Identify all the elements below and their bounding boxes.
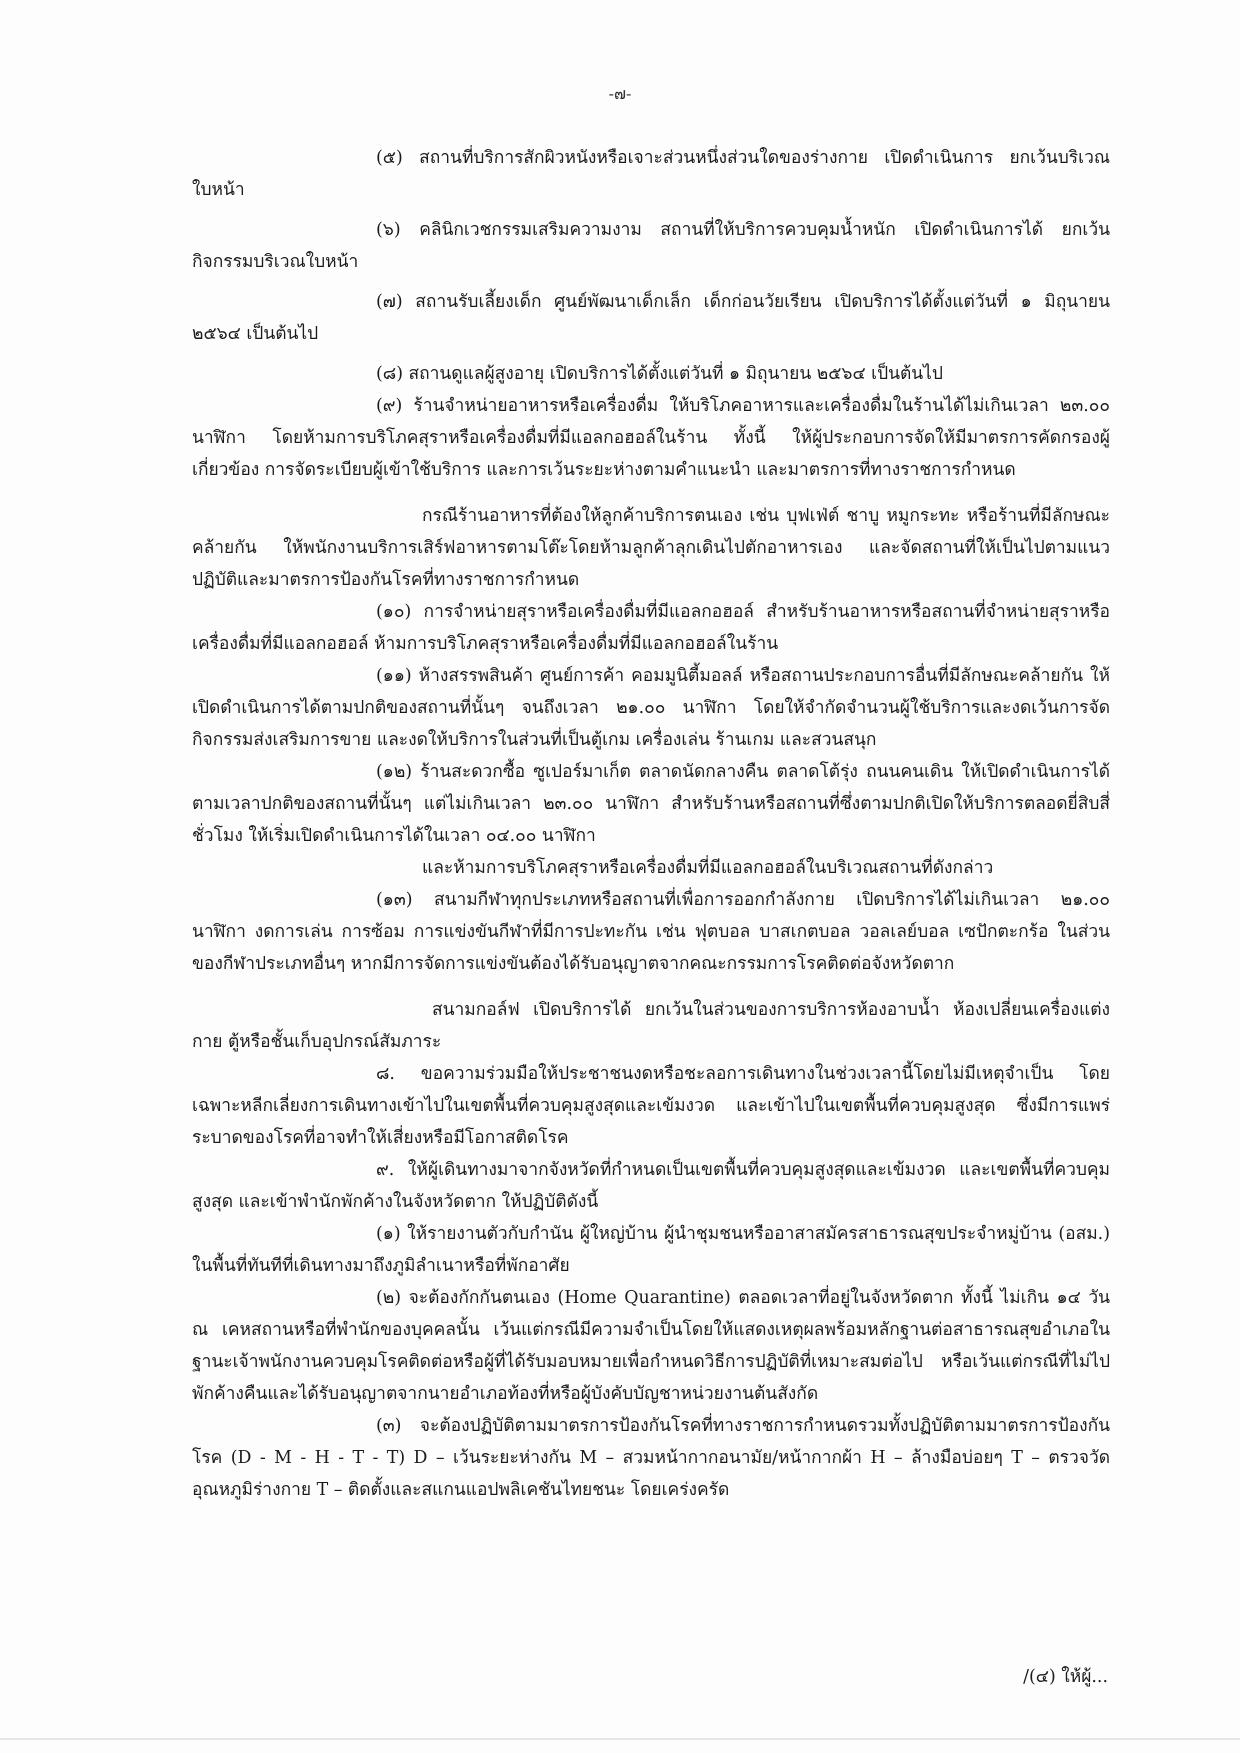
paragraph-9-2-quarantine: (๒) จะต้องกักกันตนเอง (Home Quarantine) ตลอดเวลาที่อยู่ในจังหวัดตาก ทั้งนี้ ไม่เกิน ๑๔ วัน ณ เคหสถานหรือที่พำนักของบุคคลนั้น เว้นแต่กรณีมีความจำเป็นโดยให้แสดงเหตุผลพร้อมหลักฐานต่อสาธารณสุขอำเภอในฐานะเจ้าพนักงานควบคุมโรคติดต่อหรือผู้ที่ได้รับมอบหมายเพื่อกำหนดวิธีการปฏิบัติที่เหมาะสมต่อไป หรือเว้นแต่กรณีที่ไม่ไปพักค้างคืนและได้รับอนุญาตจากนายอำเภอท้องที่หรือผู้บังคับบัญชาหน่วยงานต้นสังกัด: [192, 1288, 1110, 1404]
paragraph-9-travelers: ๙. ให้ผู้เดินทางมาจากจังหวัดที่กำหนดเป็นเขตพื้นที่ควบคุมสูงสุดและเข้มงวด และเขตพื้นที่ควบคุมสูงสุด และเข้าพำนักพักค้างในจังหวัดตาก ให้ปฏิบัติดังนี้: [192, 1160, 1110, 1212]
paragraph-9-1-report: (๑) ให้รายงานตัวกับกำนัน ผู้ใหญ่บ้าน ผู้นำชุมชนหรืออาสาสมัครสาธารณสุขประจำหมู่บ้าน (อสม.) ในพื้นที่ทันทีที่เดินทางมาถึงภูมิลำเนาหรือที่พักอาศัย: [192, 1224, 1110, 1276]
paragraph-8-travel: ๘. ขอความร่วมมือให้ประชาชนงดหรือชะลอการเดินทางในช่วงเวลานี้โดยไม่มีเหตุจำเป็น โดยเฉพาะหลีกเลี่ยงการเดินทางเข้าไปในเขตพื้นที่ควบคุมสูงสุดและเข้มงวด และเข้าไปในเขตพื้นที่ควบคุมสูงสุด ซึ่งมีการแพร่ระบาดของโรคที่อาจทำให้เสี่ยงหรือมีโอกาสติดโรค: [192, 1064, 1110, 1148]
document-body: [192, 142, 1110, 1506]
paragraph-11-malls: (๑๑) ห้างสรรพสินค้า ศูนย์การค้า คอมมูนิตี้มอลล์ หรือสถานประกอบการอื่นที่มีลักษณะคล้ายกัน ให้เปิดดำเนินการได้ตามปกติของสถานที่นั้นๆ จนถึงเวลา ๒๑.๐๐ นาฬิกา โดยให้จำกัดจำนวนผู้ใช้บริการและงดเว้นการจัดกิจกรรมส่งเสริมการขาย และงดให้บริการในส่วนที่เป็นตู้เกม เครื่องเล่น ร้านเกม และสวนสนุก: [192, 666, 1110, 750]
paragraph-alcohol-ban: และห้ามการบริโภคสุราหรือเครื่องดื่มที่มีแอลกอฮอล์ในบริเวณสถานที่ดังกล่าว: [422, 858, 994, 878]
continuation-note: /(๔) ให้ผู้...: [1023, 1667, 1108, 1687]
paragraph-7-childcare: (๗) สถานรับเลี้ยงเด็ก ศูนย์พัฒนาเด็กเล็ก เด็กก่อนวัยเรียน เปิดบริการได้ตั้งแต่วันที่ ๑ มิถุนายน ๒๕๖๔ เป็นต้นไป: [192, 292, 1110, 344]
paragraph-9-3-dmhtt: (๓) จะต้องปฏิบัติตามมาตรการป้องกันโรคที่ทางราชการกำหนดรวมทั้งปฏิบัติตามมาตรการป้องกันโรค (D - M - H - T - T) D – เว้นระยะห่างกัน M – สวมหน้ากากอนามัย/หน้ากากผ้า H – ล้างมือบ่อยๆ T – ตรวจวัดอุณหภูมิร่างกาย T – ติดตั้งและสแกนแอปพลิเคชันไทยชนะ โดยเคร่งครัด: [192, 1416, 1110, 1500]
page-number: -๗-: [608, 84, 632, 103]
paragraph-buffet: กรณีร้านอาหารที่ต้องให้ลูกค้าบริการตนเอง เช่น บุฟเฟ่ต์ ชาบู หมูกระทะ หรือร้านที่มีลักษณะคล้ายกัน ให้พนักงานบริการเสิร์ฟอาหารตามโต๊ะโดยห้ามลูกค้าลุกเดินไปตักอาหารเอง และจัดสถานที่ให้เป็นไปตามแนวปฏิบัติและมาตรการป้องกันโรคที่ทางราชการกำหนด: [192, 506, 1110, 590]
paragraph-5-tattoo: (๕) สถานที่บริการสักผิวหนังหรือเจาะส่วนหนึ่งส่วนใดของร่างกาย เปิดดำเนินการ ยกเว้นบริเวณใบหน้า: [192, 148, 1110, 200]
paragraph-9-restaurants: (๙) ร้านจำหน่ายอาหารหรือเครื่องดื่ม ให้บริโภคอาหารและเครื่องดื่มในร้านได้ไม่เกินเวลา ๒๓.๐๐ นาฬิกา โดยห้ามการบริโภคสุราหรือเครื่องดื่มที่มีแอลกอฮอล์ในร้าน ทั้งนี้ ให้ผู้ประกอบการจัดให้มีมาตรการคัดกรองผู้เกี่ยวข้อง การจัดระเบียบผู้เข้าใช้บริการ และการเว้นระยะห่างตามคำแนะนำ และมาตรการที่ทางราชการกำหนด: [192, 396, 1110, 480]
paragraph-8-elderly-care: (๘) สถานดูแลผู้สูงอายุ เปิดบริการได้ตั้งแต่วันที่ ๑ มิถุนายน ๒๕๖๔ เป็นต้นไป: [376, 364, 943, 384]
paragraph-13-sports: (๑๓) สนามกีฬาทุกประเภทหรือสถานที่เพื่อการออกกำลังกาย เปิดบริการได้ไม่เกินเวลา ๒๑.๐๐ นาฬิกา งดการเล่น การซ้อม การแข่งขันกีฬาที่มีการปะทะกัน เช่น ฟุตบอล บาสเกตบอล วอลเลย์บอล เซปักตะกร้อ ในส่วนของกีฬาประเภทอื่นๆ หากมีการจัดการแข่งขันต้องได้รับอนุญาตจากคณะกรรมการโรคติดต่อจังหวัดตาก: [192, 890, 1110, 974]
page-bottom-rule: [0, 1738, 1240, 1740]
paragraph-6-clinic: (๖) คลินิกเวชกรรมเสริมความงาม สถานที่ให้บริการควบคุมน้ำหนัก เปิดดำเนินการได้ ยกเว้น กิจกรรมบริเวณใบหน้า: [192, 220, 1110, 272]
paragraph-golf: สนามกอล์ฟ เปิดบริการได้ ยกเว้นในส่วนของการบริการห้องอาบน้ำ ห้องเปลี่ยนเครื่องแต่งกาย ตู้หรือชั้นเก็บอุปกรณ์สัมภาระ: [192, 1000, 1110, 1052]
paragraph-12-convenience-stores: (๑๒) ร้านสะดวกซื้อ ซูเปอร์มาเก็ต ตลาดนัดกลางคืน ตลาดโต้รุ่ง ถนนคนเดิน ให้เปิดดำเนินการได้ตามเวลาปกติของสถานที่นั้นๆ แต่ไม่เกินเวลา ๒๓.๐๐ นาฬิกา สำหรับร้านหรือสถานที่ซึ่งตามปกติเปิดให้บริการตลอดยี่สิบสี่ชั่วโมง ให้เริ่มเปิดดำเนินการได้ในเวลา ๐๔.๐๐ นาฬิกา: [192, 762, 1110, 846]
paragraph-10-alcohol: (๑๐) การจำหน่ายสุราหรือเครื่องดื่มที่มีแอลกอฮอล์ สำหรับร้านอาหารหรือสถานที่จำหน่ายสุราหรือเครื่องดื่มที่มีแอลกอฮอล์ ห้ามการบริโภคสุราหรือเครื่องดื่มที่มีแอลกอฮอล์ในร้าน: [192, 602, 1110, 654]
